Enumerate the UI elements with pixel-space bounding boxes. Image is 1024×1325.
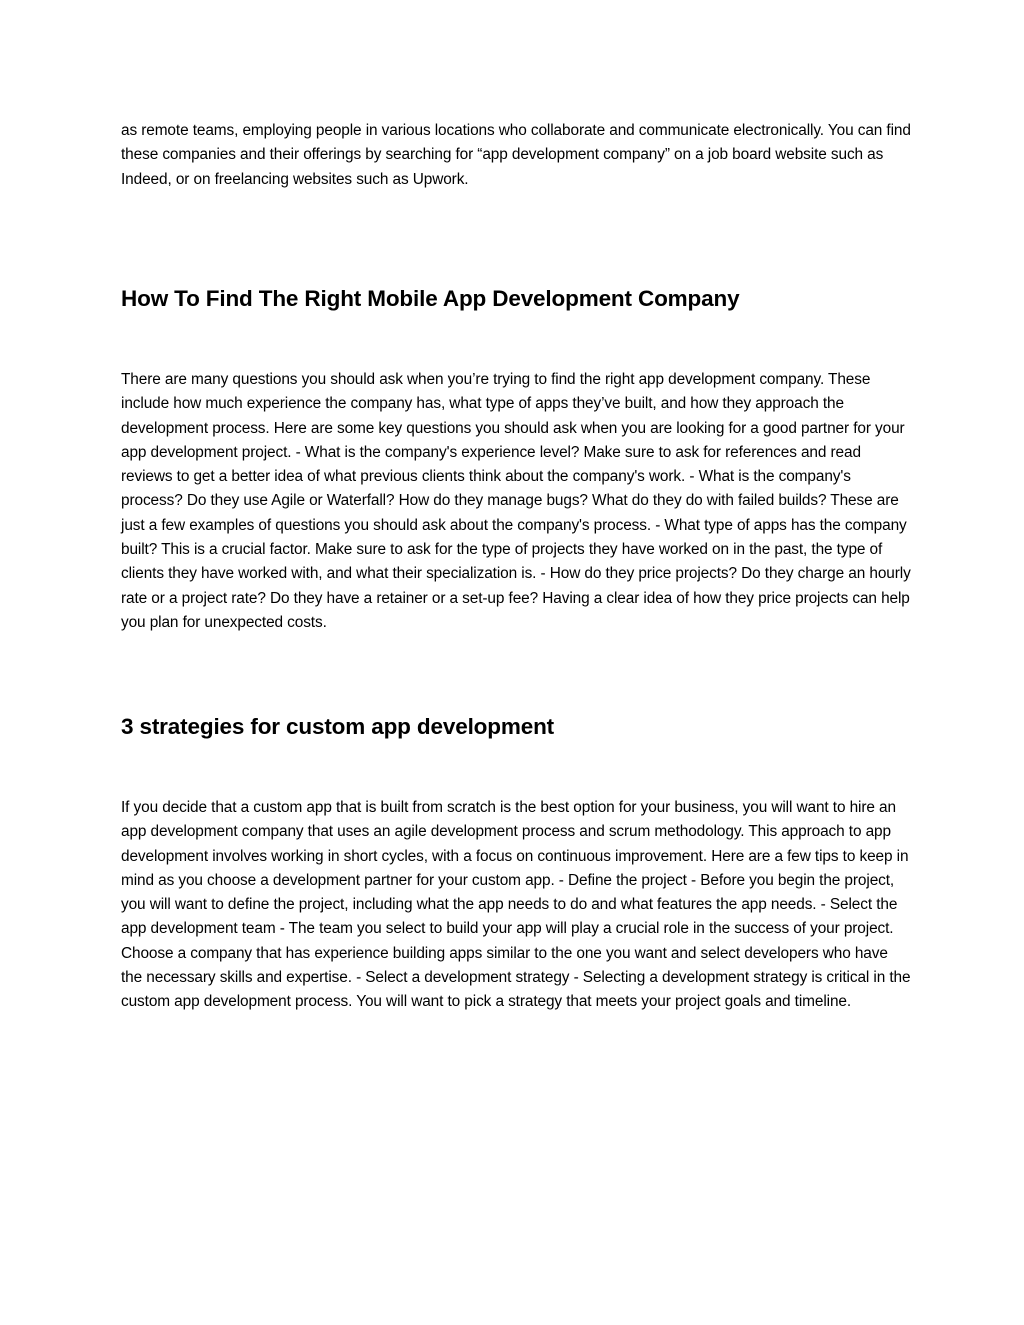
intro-paragraph: as remote teams, employing people in various locations who collaborate and communicate electronically. You can find these companies and their offerings by searching for “app development company” on a job board website such as Indeed, or on freelancing websites such as Upwork. <box>121 122 911 188</box>
section-heading-find-company: How To Find The Right Mobile App Development Company <box>121 286 740 311</box>
section-heading-strategies: 3 strategies for custom app development <box>121 714 555 739</box>
section-body-find-company: There are many questions you should ask when you’re trying to find the right app development company. These include how much experience the company has, what type of apps they’ve built, and how they approach the development process. Here are some key questions you should ask when you are looking for a good partner for your app development project. - What is the company's experience level? Make sure to ask for references and read reviews to get a better idea of what previous clients think about the company's work. - What is the company's process? Do they use Agile or Waterfall? How do they manage bugs? What do they do with failed builds? These are just a few examples of questions you should ask about the company's process. - What type of apps has the company built? This is a crucial factor. Make sure to ask for the type of projects they have worked on in the past, the type of clients they have worked with, and what their specialization is. - How do they price projects? Do they charge an hourly rate or a project rate? Do they have a retainer or a set-up fee? Having a clear idea of how they price projects can help you plan for unexpected costs. <box>121 371 911 631</box>
section-body-strategies: If you decide that a custom app that is built from scratch is the best option for your business, you will want to hire an app development company that uses an agile development process and scrum methodology. This approach to app development involves working in short cycles, with a focus on continuous improvement. Here are a few tips to keep in mind as you choose a development partner for your custom app. - Define the project - Before you begin the project, you will want to define the project, including what the app needs to do and what features the app needs. - Select the app development team - The team you select to build your app will play a crucial role in the success of your project. Choose a company that has experience building apps similar to the one you want and select developers who have the necessary skills and expertise. - Select a development strategy - Selecting a development strategy is critical in the custom app development process. You will want to pick a strategy that meets your project goals and timeline. <box>121 799 911 1011</box>
